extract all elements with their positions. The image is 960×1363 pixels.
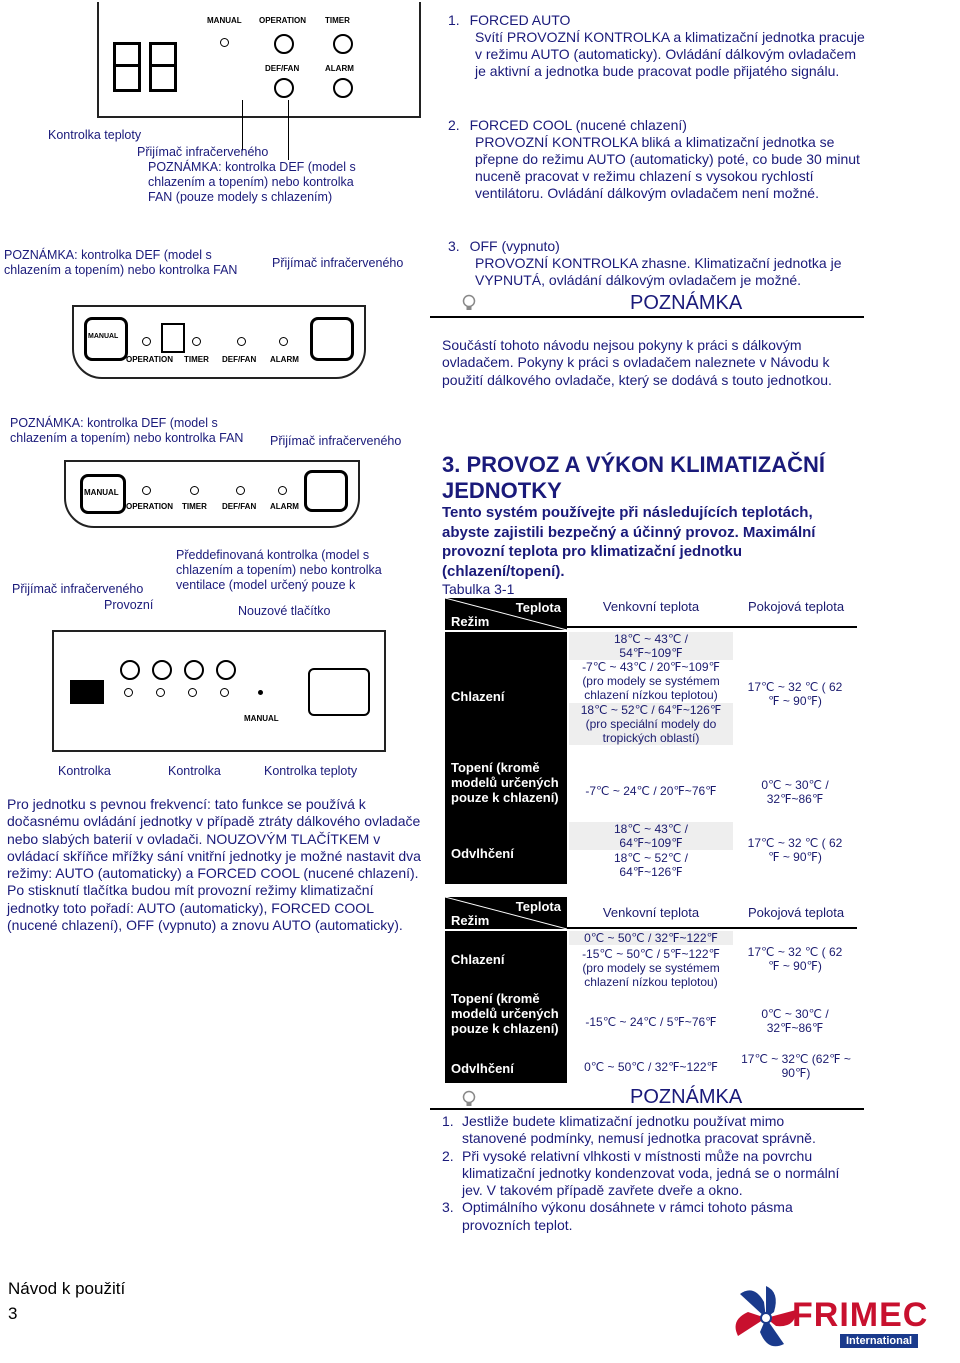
panel3-label-timer: TIMER — [182, 502, 207, 511]
t2-odv-out: 0℃ ~ 50℃ / 32℉~122℉ — [584, 1060, 718, 1074]
t2-row-chlazeni: Chlazení — [445, 931, 567, 989]
note-text: Součástí tohoto návodu nejsou pokyny k práci s dálkovým ovladačem. Pokyny k práci s ovladačem naleznete v Návodu k použití dálkového ovladače, který se dodává s touto jednotkou. — [442, 337, 832, 388]
temp-display-3 — [304, 470, 348, 512]
def-fan-indicator-icon — [274, 78, 294, 98]
item-2-text: PROVOZNÍ KONTROLKA bliká a klimatizační jednotka se přepne do režimu AUTO (automaticky) poté, co bude 30 minut nuceně pracovat v režimu chlazení s vysokou rychlostí ventilátoru. Ovládání dálkovým ovladačem není možné. — [475, 134, 860, 201]
operation-knob-icon — [120, 660, 140, 680]
panel1-label-alarm: ALARM — [325, 64, 354, 73]
label-emergency-button: Nouzové tlačítko — [238, 604, 331, 618]
logo-text: FRIMEC — [792, 1296, 929, 1334]
label-predefined: Předdefinovaná kontrolka (model s chlazením a topením) nebo kontrolka ventilace (model určený pouze k — [176, 548, 382, 592]
t2-top-out: -15℃ ~ 24℃ / 5℉~76℉ — [585, 1015, 717, 1029]
t1-chl-out-3: 18℃ ~ 52℃ / 64℉~126℉ (pro speciální modely do tropických oblastí) — [569, 703, 733, 745]
t2-chl-room: 17℃ ~ 32 ℃ ( 62 ℉ ~ 90℉) — [747, 945, 843, 973]
note-heading-1: POZNÁMKA — [630, 292, 743, 314]
label-provozni: Provozní — [104, 598, 154, 612]
control-panel-4 — [52, 630, 386, 752]
item-1-title: FORCED AUTO — [469, 12, 571, 28]
item-3-num: 3. — [448, 238, 460, 254]
led-3 — [188, 688, 197, 697]
note-1 — [442, 1113, 852, 1148]
control-panel-3 — [64, 460, 360, 528]
item-2-title: FORCED COOL (nucené chlazení) — [469, 117, 687, 133]
note-3 — [442, 1199, 852, 1234]
t1-top-room: 0℃ ~ 30℃ / 32℉~86℉ — [761, 778, 829, 806]
panel1-label-deffan: DEF/FAN — [265, 64, 300, 73]
note-3-text: Optimálního výkonu dosáhnete v rámci tohoto pásma provozních teplot. — [462, 1199, 793, 1233]
manual-led — [220, 38, 229, 47]
note-def-fan: POZNÁMKA: kontrolka DEF (model s chlazením a topením) nebo kontrolka FAN (pouze modely s chlazením) — [148, 160, 356, 204]
item-1-num: 1. — [448, 12, 460, 28]
t2-odv-room: 17℃ ~ 32℃ (62℉ ~ 90℉) — [741, 1052, 851, 1080]
operation-led-3 — [142, 486, 151, 495]
item-3-title: OFF (vypnuto) — [469, 238, 560, 254]
label-ir-receiver-4: Přijímač infračerveného — [12, 582, 144, 596]
t1-h-rezim: Režim — [451, 614, 490, 629]
lightbulb-icon-2 — [462, 1090, 476, 1108]
label-ir-receiver-2: Přijímač infračerveného — [272, 256, 404, 270]
t1-h-teplota: Teplota — [515, 600, 561, 615]
temp-display-4 — [308, 668, 370, 716]
panel2-label-timer: TIMER — [184, 355, 209, 364]
led-4 — [220, 688, 229, 697]
leader-line — [288, 100, 289, 160]
note-list — [442, 1113, 852, 1234]
t1-grid-line — [567, 626, 857, 628]
t2-h-teplota: Teplota — [515, 899, 561, 914]
divider-2 — [430, 1108, 864, 1110]
emergency-paragraph: Pro jednotku s pevnou frekvencí: tato funkce se používá k dočasnému ovládání jednotky v případě ztráty dálkového ovladače nebo slabých baterií v ovladači. NOUZOVÝM TLAČÍTKEM v ovládací skříňce mřížky sání vnitřní jednotky je možné nastavit dva režimy: AUTO (automaticky) a FORCED COOL (nucené chlazení). Po stisknutí tlačítka budou mít provozní režimy klimatizační jednotky toto pořadí: AUTO (automaticky), FORCED COOL (nucené chlazení), OFF (vypnuto) a znovu AUTO (automaticky). — [7, 796, 421, 934]
panel2-label-deffan: DEF/FAN — [222, 355, 257, 364]
t2-h-room: Pokojová teplota — [747, 905, 845, 920]
led-1 — [124, 688, 133, 697]
label-kontrolka-teploty-2: Kontrolka teploty — [264, 764, 358, 778]
t1-odv-out-1: 18℃ ~ 43℃ / 64℉~109℉ — [569, 822, 733, 850]
seven-seg-digit-2b — [149, 64, 177, 92]
section-intro: Tento systém používejte při následujících teplotách, abyste zajistili bezpečný a účinný provoz. Maximální provozní teplota pro klimatizační jednotku (chlazení/topení). — [442, 504, 816, 580]
led-2 — [156, 688, 165, 697]
t1-row-topeni: Topení (kromě modelů určených pouze k chlazení) — [445, 758, 567, 826]
footer-doc-title: Návod k použití — [8, 1279, 126, 1298]
t1-chl-out-2: -7℃ ~ 43℃ / 20℉~109℉ (pro modely se systémem chlazení nízkou teplotou) — [582, 660, 720, 702]
section-title: 3. PROVOZ A VÝKON KLIMATIZAČNÍ JEDNOTKY — [442, 452, 825, 503]
panel3-label-operation: OPERATION — [126, 502, 173, 511]
def-fan-knob-icon — [184, 660, 204, 680]
t2-chl-out-1: 0℃ ~ 50℃ / 32℉~122℉ — [569, 931, 733, 945]
ir-receiver-window — [70, 680, 104, 704]
temp-display — [310, 317, 354, 361]
t2-row-odvlh: Odvlhčení — [445, 1055, 567, 1083]
alarm-led — [279, 337, 288, 346]
timer-indicator-icon — [333, 34, 353, 54]
panel3-label-manual: MANUAL — [84, 488, 119, 497]
seven-seg-digit-1b — [113, 64, 141, 92]
t1-chl-out-1: 18℃ ~ 43℃ / 54℉~109℉ — [569, 632, 733, 660]
t2-chl-out-2: -15℃ ~ 50℃ / 5℉~122℉ (pro modely se systémem chlazení nízkou teplotou) — [582, 947, 720, 989]
timer-led-3 — [190, 486, 199, 495]
timer-led — [192, 337, 201, 346]
panel2-label-operation: OPERATION — [126, 355, 173, 364]
footer-page-number: 3 — [8, 1304, 18, 1323]
panel1-label-operation: OPERATION — [259, 16, 306, 25]
label-kontrolka-a: Kontrolka — [58, 764, 111, 778]
panel3-label-alarm: ALARM — [270, 502, 299, 511]
note-3-num: 3. — [442, 1199, 454, 1216]
t1-row-chlazeni: Chlazení — [445, 632, 567, 762]
note-def-fan-2: POZNÁMKA: kontrolka DEF (model s chlazením a topením) nebo kontrolka FAN — [4, 248, 238, 277]
note-2-text: Při vysoké relativní vlhkosti v místnosti může na povrchu klimatizační jednotky kondenzovat voda, jedná se o normální jev. V takovém případě zavřete dveře a okno. — [462, 1147, 840, 1199]
t1-h-room: Pokojová teplota — [747, 599, 845, 614]
table-caption: Tabulka 3-1 — [442, 581, 515, 597]
t2-h-outdoor: Venkovní teplota — [602, 905, 700, 920]
item-3-text: PROVOZNÍ KONTROLKA zhasne. Klimatizační jednotka je VYPNUTÁ, ovládání dálkovým ovladačem je možné. — [475, 255, 842, 288]
note-1-num: 1. — [442, 1113, 454, 1129]
panel1-label-manual: MANUAL — [207, 16, 242, 25]
panel1-label-timer: TIMER — [325, 16, 350, 25]
t2-grid-line — [567, 927, 857, 929]
panel3-label-deffan: DEF/FAN — [222, 502, 257, 511]
t2-top-room: 0℃ ~ 30℃ / 32℉~86℉ — [761, 1007, 829, 1035]
panel2-label-alarm: ALARM — [270, 355, 299, 364]
note-heading-2: POZNÁMKA — [630, 1086, 743, 1108]
t1-odv-out-2: 18℃ ~ 52℃ / 64℉~126℉ — [614, 851, 688, 879]
note-def-fan-3: POZNÁMKA: kontrolka DEF (model s chlazením a topením) nebo kontrolka FAN — [10, 416, 244, 445]
t1-odv-room: 17℃ ~ 32 ℃ ( 62 ℉ ~ 90℉) — [747, 836, 843, 864]
operation-indicator-icon — [274, 34, 294, 54]
table-1 — [445, 598, 857, 882]
note-2 — [442, 1148, 852, 1200]
def-fan-led — [237, 337, 246, 346]
t1-chl-room: 17℃ ~ 32 ℃ ( 62 ℉ ~ 90℉) — [747, 680, 843, 708]
item-3 — [448, 238, 868, 289]
label-kontrolka-teploty: Kontrolka teploty — [48, 128, 142, 142]
t2-row-topeni: Topení (kromě modelů určených pouze k chlazení) — [445, 989, 567, 1055]
label-kontrolka-b: Kontrolka — [168, 764, 221, 778]
def-fan-led-3 — [236, 486, 245, 495]
frimec-logo — [726, 1282, 950, 1354]
t2-header-mode — [445, 897, 567, 929]
control-panel-top — [97, 2, 421, 118]
note-1-text: Jestliže budete klimatizační jednotku používat mimo stanovené podmínky, nemusí jednotka pracovat správně. — [462, 1113, 816, 1147]
leader-line — [242, 100, 243, 150]
alarm-led-3 — [278, 486, 287, 495]
t2-h-rezim: Režim — [451, 913, 490, 928]
item-1 — [448, 12, 868, 80]
operation-led — [142, 337, 151, 346]
emergency-button[interactable] — [258, 690, 263, 695]
note-2-num: 2. — [442, 1147, 454, 1164]
panel4-label-manual: MANUAL — [244, 714, 279, 723]
item-2-num: 2. — [448, 117, 460, 133]
control-panel-2 — [72, 305, 366, 379]
manual-button-3 — [80, 474, 126, 514]
t1-row-odvlh: Odvlhčení — [445, 824, 567, 884]
logo-sub: International — [840, 1334, 918, 1348]
alarm-knob-icon — [216, 660, 236, 680]
alarm-indicator-icon — [333, 78, 353, 98]
t1-header-mode — [445, 598, 567, 630]
label-ir-receiver: Přijímač infračerveného — [137, 145, 269, 159]
timer-knob-icon — [152, 660, 172, 680]
lightbulb-icon — [462, 294, 476, 312]
item-2 — [448, 117, 868, 202]
t1-h-outdoor: Venkovní teplota — [602, 599, 700, 614]
table-2 — [445, 897, 857, 1085]
label-ir-receiver-3: Přijímač infračerveného — [270, 434, 402, 448]
t1-top-out: -7℃ ~ 24℃ / 20℉~76℉ — [585, 784, 717, 798]
item-1-text: Svítí PROVOZNÍ KONTROLKA a klimatizační jednotka pracuje v režimu AUTO (automaticky). Ovládání dálkovým ovladačem je aktivní a jednotka bude pracovat podle přijatého signálu. — [475, 29, 865, 79]
panel2-label-manual: MANUAL — [88, 333, 119, 340]
ir-window — [161, 323, 185, 353]
divider — [430, 316, 864, 318]
